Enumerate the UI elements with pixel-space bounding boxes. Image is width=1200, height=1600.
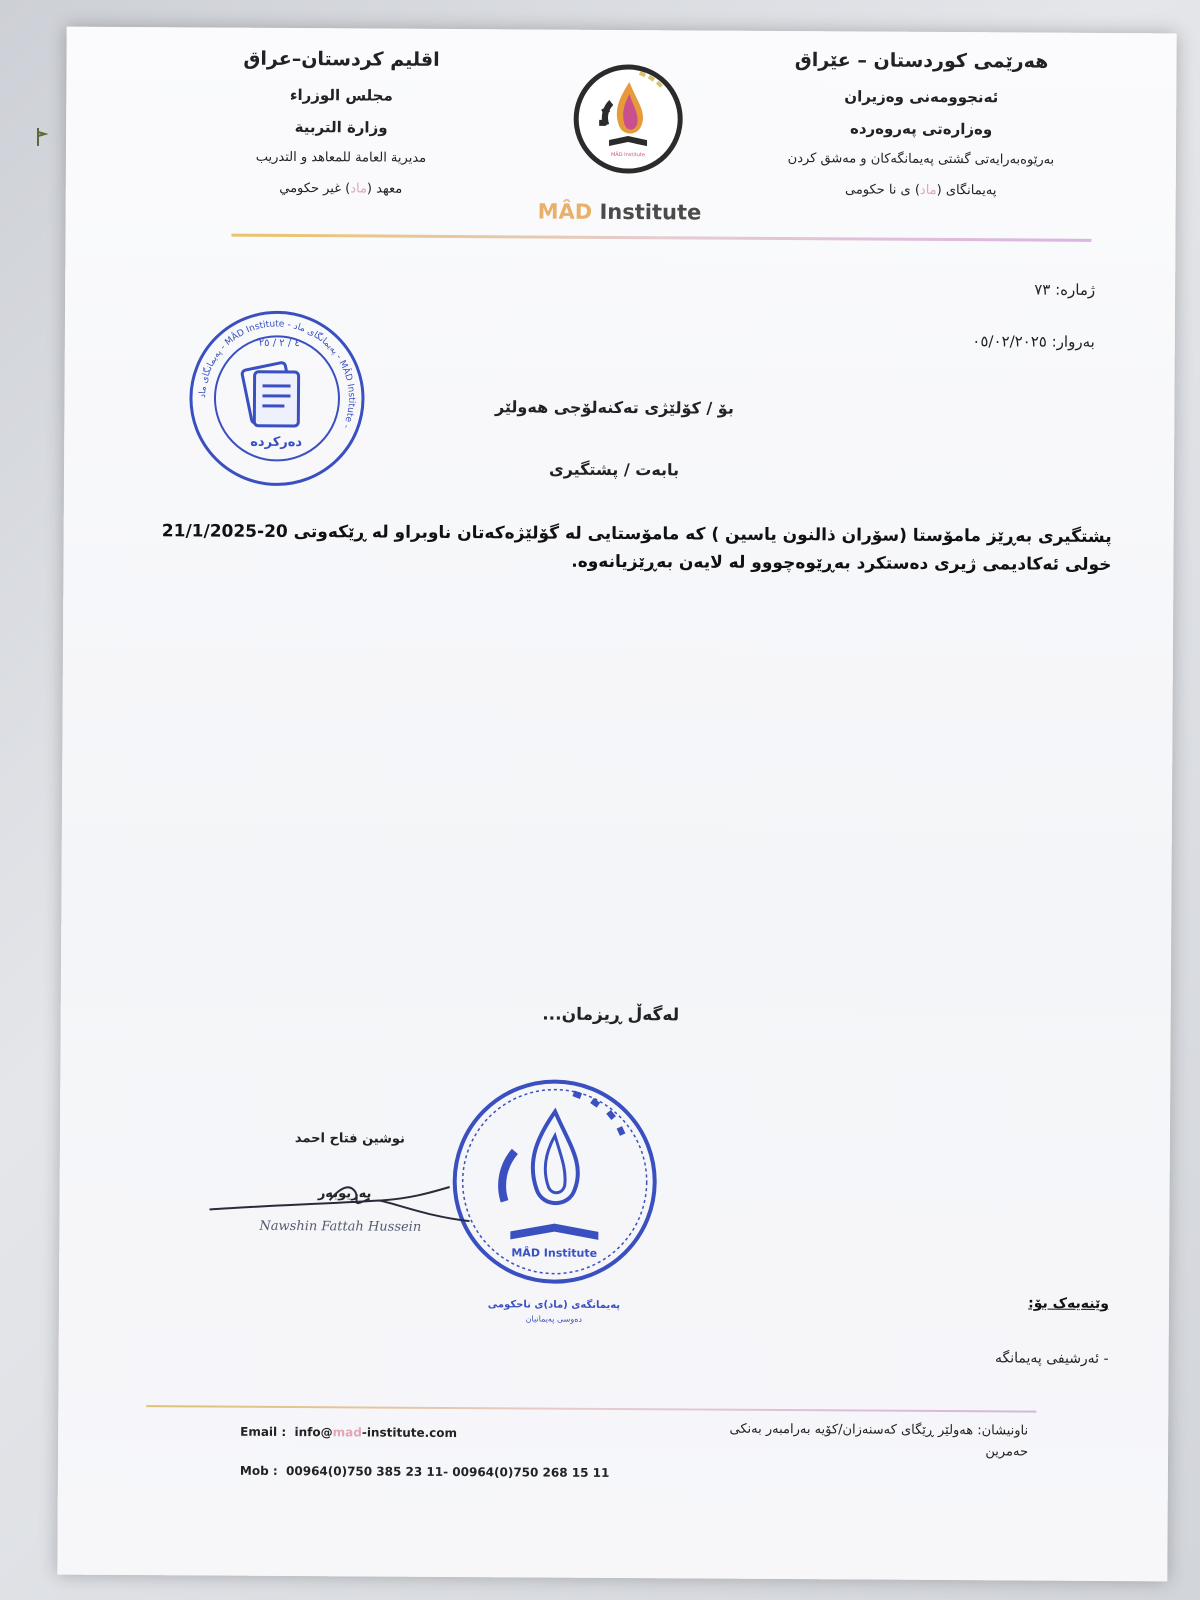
issued-stamp-ring-text: پەیمانگای ماد - MÂD Institute - پەیمانگای ماد - MÂD Institute - [197, 319, 356, 430]
letter-body-line1: پشتگیری بەڕێز مامۆستا (سۆران ذالنون یاسین ) کە مامۆستایی لە گۆلێژەکەتان ناوبراو لە ڕێکەوتی 20-21/1/2025 [161, 521, 1112, 548]
issued-stamp [184, 305, 370, 491]
logo-brand-institute: Institute [592, 199, 702, 225]
footer-mobile-value: 00964(0)750 385 23 11- 00964(0)750 268 15 11 [286, 1463, 610, 1480]
header-kurdish-institute-mad: ماد [919, 182, 937, 198]
footer-mobile-label: Mob : [239, 1463, 278, 1478]
footer-email-mad: mad [332, 1425, 362, 1440]
header-arabic-institute-mad: ماد [350, 181, 368, 197]
logo-brand-mad: MÂD [537, 199, 593, 224]
header-kurdish-council: ئەنجوومەنی وەزیران [844, 87, 999, 107]
header-kurdish-institute-suffix: ) ی نا حکومی [844, 182, 921, 198]
footer-address [698, 1419, 1028, 1463]
footer-email [240, 1425, 457, 1440]
header-arabic-council: مجلس الوزراء [289, 85, 393, 105]
header-arabic-directorate: مديرية العامة للمعاهد و التدريب [255, 149, 427, 166]
signatory-name: نوشين فتاح احمد [294, 1131, 405, 1147]
logo-emblem-text: MÂD Institute [610, 151, 645, 159]
footer-address-line1: ناونیشان: هەولێر ڕێگای کەسنەزان/کۆیە بەرامبەر بەنکی [729, 1421, 1029, 1439]
wall-pin-icon [30, 126, 50, 150]
letter-recipient: بۆ / کۆلێژی تەکنەلۆجی هەولێر [494, 397, 734, 418]
footer-email-label: Email : [240, 1424, 287, 1439]
header-arabic-institute-suffix: ) غير حكومي [279, 180, 351, 197]
header-arabic [181, 47, 502, 213]
letter-page [57, 27, 1176, 1582]
letter-date-value: ٠٥/٠٢/٢٠٢٥ [972, 332, 1047, 351]
letter-number-label: ژمارە: [1055, 280, 1096, 299]
header-kurdish-institute [741, 182, 1101, 199]
footer-email-suffix: -institute.com [361, 1425, 458, 1441]
letter-subject: بابەت / پشتگیری [548, 459, 680, 480]
letter-body-line2: خولی ئەکادیمی ژیری دەستکرد بەڕێوەچووو لە لایەن بەڕێزیانەوە. [571, 551, 1112, 576]
institute-stamp-inner-text: MÂD Institute [511, 1246, 598, 1260]
cc-label: وێنەیەک بۆ: [1028, 1295, 1110, 1313]
issued-stamp-label: دەرکردە [250, 434, 303, 451]
issued-stamp-handwritten-date: ٤ / ٢ / ٢٥ [258, 337, 300, 350]
footer-address-line2: حەمرین [985, 1444, 1029, 1460]
footer-divider [146, 1405, 1036, 1412]
letter-date [972, 332, 1095, 351]
header-divider [231, 234, 1091, 242]
institute-logo [537, 60, 702, 225]
header-kurdish-directorate: بەرێوەبەرایەتی گشتی پەیمانگەکان و مەشق کردن [787, 151, 1055, 168]
footer-email-prefix: info@ [294, 1425, 333, 1440]
letter-date-label: بەروار: [1051, 332, 1095, 351]
logo-emblem-icon [569, 60, 688, 179]
document-icon [241, 362, 299, 426]
letter-closing: لەگەڵ ڕیزمان... [542, 1004, 680, 1026]
header-arabic-ministry: وزارة التربية [294, 118, 388, 137]
letter-number-value: ٧٣ [1034, 280, 1051, 299]
header-kurdish-ministry: وەزارەتی پەروەردە [849, 119, 993, 139]
footer-mobile [240, 1464, 610, 1480]
letter-number [1034, 281, 1095, 299]
letter-body [133, 517, 1111, 579]
header-kurdish-region: هەرێمی کوردستان – عێراق [794, 49, 1049, 73]
header-arabic-region: اقليم كردستان–عراق [243, 47, 440, 71]
header-arabic-institute [181, 180, 501, 197]
signatory-title: بەریوبەر [317, 1186, 372, 1202]
institute-stamp-line2: دەوسی پەیمانیان [525, 1314, 583, 1324]
cc-item: - ئەرشیفی پەیمانگە [994, 1350, 1109, 1368]
header-kurdish [741, 49, 1102, 215]
institute-stamp-line1: پەیمانگەی (ماد)ی ناحکومی [487, 1299, 621, 1312]
header-kurdish-institute-prefix: پەیمانگای ( [936, 182, 997, 199]
handwritten-signature [199, 1147, 480, 1239]
logo-brand-text [537, 199, 702, 225]
header-arabic-institute-prefix: معهد ( [366, 181, 403, 197]
signatory-latin-name: Nawshin Fattah Hussein [259, 1218, 422, 1235]
